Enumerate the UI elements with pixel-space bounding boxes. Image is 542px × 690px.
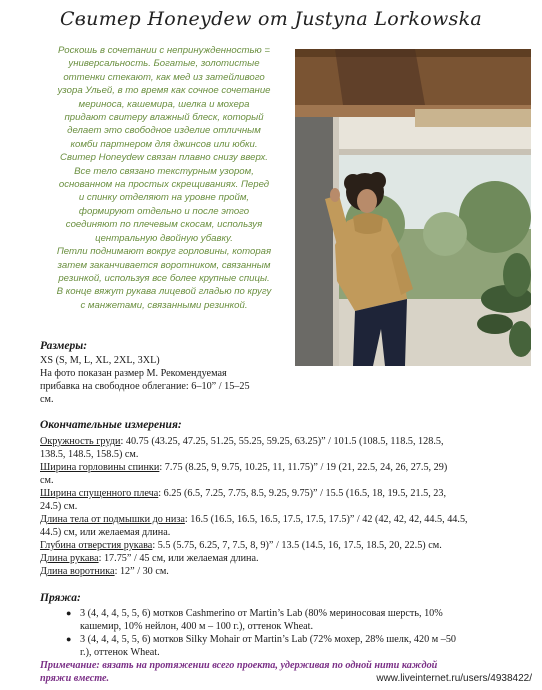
note-line: Примечание: вязать на протяжении всего проекта, удерживая по одной нити каждой [40, 660, 438, 671]
source-url: www.liveinternet.ru/users/4938422/ [376, 673, 532, 684]
intro-line: придают свитеру влажный блеск, который [64, 112, 264, 124]
model-photo [295, 49, 531, 366]
measurement-value: см. [40, 475, 54, 486]
intro-line: формируют отдельно и после этого [78, 205, 250, 217]
intro-line: Свитер Honeydew связан плавно снизу вверх. [60, 152, 268, 164]
intro-paragraph [40, 44, 288, 312]
measurement-value: : 17.75” / 45 см, или желаемая длина. [98, 553, 259, 564]
measurement-label: Длина воротника [40, 566, 115, 577]
measurement-value: : 7.75 (8.25, 9, 9.75, 10.25, 11, 11.75)” / 19 (21, 22.5, 24, 26, 27.5, 29) [159, 462, 448, 473]
measurement-value: : 16.5 (16.5, 16.5, 16.5, 17.5, 17.5, 17.5)” / 42 (42, 42, 42, 44.5, 44.5, [184, 514, 468, 525]
sizes-heading: Размеры: [40, 340, 88, 352]
intro-line: резинкой, используя все более крупные спицы. [58, 272, 270, 284]
measurements-heading: Окончательные измерения: [40, 419, 182, 431]
bullet-icon: ● [66, 608, 72, 618]
note-line: пряжи вместе. [40, 673, 110, 684]
chest-measurement [40, 435, 514, 461]
measurement-label: Длина рукава [40, 553, 99, 564]
intro-line: мериноса, кашемира, шелка и мохера [78, 98, 250, 110]
intro-line: В конце вяжут рукава лицевой гладью по кругу [56, 286, 272, 298]
sleeve-measurement [40, 552, 514, 565]
intro-line: соединяют по плечевым скосам, используя [65, 219, 263, 231]
collar-measurement [40, 565, 514, 578]
yarn-item-line: г.), оттенок Wheat. [80, 647, 160, 658]
sizes-list: XS (S, M, L, XL, 2XL, 3XL) [40, 355, 160, 366]
intro-line: затем заканчивается воротником, связанным [57, 259, 271, 271]
body-length-measurement [40, 513, 514, 539]
neck-measurement [40, 461, 514, 487]
measurement-value: : 6.25 (6.5, 7.25, 7.75, 8.5, 9.25, 9.75)” / 15.5 (16.5, 18, 19.5, 21.5, 23, [158, 488, 447, 499]
intro-line: универсальность. Богатые, золотистые [68, 58, 260, 70]
intro-line: и спинку отделяют на уровне пройм, [78, 192, 250, 204]
yarn-item [80, 607, 512, 633]
intro-line: основанном на простых скрещиваниях. Перед [58, 179, 270, 191]
sizes-note-line: На фото показан размер М. Рекомендуемая [40, 368, 227, 379]
measurement-label: Длина тела от подмышки до низа [40, 514, 185, 525]
measurement-label: Окружность груди [40, 436, 121, 447]
shoulder-measurement [40, 487, 514, 513]
measurement-label: Ширина горловины спинки [40, 462, 160, 473]
intro-line: делает это свободное изделие отличным [67, 125, 261, 137]
armhole-measurement [40, 539, 514, 552]
intro-line: Петли поднимают вокруг горловины, которая [56, 246, 272, 258]
yarn-item [80, 633, 512, 659]
measurement-value: 24.5) см. [40, 501, 78, 512]
bullet-icon: ● [66, 634, 72, 644]
measurement-value: 138.5, 148.5, 158.5) см. [40, 449, 139, 460]
measurement-label: Глубина отверстия рукава [40, 540, 153, 551]
yarn-item-line: кашемир, 10% нейлон, 400 м – 100 г.), оттенок Wheat. [80, 621, 314, 632]
intro-line: комби партнером для джинсов или юбки. [70, 138, 258, 150]
intro-line: оттенки стекают, как мед из затейливого [63, 71, 265, 83]
yarn-item-line: 3 (4, 4, 4, 5, 5, 6) мотков Cashmerino от Martin’s Lab (80% мериносовая шерсть, 10% [80, 608, 443, 619]
sizes-note-line: прибавка на свободное облегание: 6–10” / 15–25 [40, 381, 250, 392]
yarn-item-line: 3 (4, 4, 4, 5, 5, 6) мотков Silky Mohair от Martin’s Lab (72% мохер, 28% шелк, 420 м –50 [80, 634, 457, 645]
sizes-note-line: см. [40, 394, 54, 405]
intro-line: узора Ульей, в то время как сочное сочетание [57, 85, 271, 97]
intro-line: Роскошь в сочетании с непринужденностью = [57, 45, 271, 56]
page-title: Свитер Honeydew от Justyna Lorkowska [59, 8, 483, 30]
yarn-heading: Пряжа: [40, 592, 81, 604]
intro-line: с манжетами, связанными резинкой. [80, 299, 248, 311]
measurement-label: Ширина спущенного плеча [40, 488, 159, 499]
intro-line: Все тело связано текстурным узором, [74, 165, 254, 177]
measurement-value: : 12” / 30 см. [114, 566, 169, 577]
measurement-value: : 40.75 (43.25, 47.25, 51.25, 55.25, 59.25, 63.25)” / 101.5 (108.5, 118.5, 128.5, [120, 436, 444, 447]
intro-line: центральную двойную убавку. [95, 232, 233, 244]
measurement-value: 44.5) см, или желаемая длина. [40, 527, 171, 538]
measurement-value: : 5.5 (5.75, 6.25, 7, 7.5, 8, 9)” / 13.5 (14.5, 16, 17.5, 18.5, 20, 22.5) см. [152, 540, 442, 551]
